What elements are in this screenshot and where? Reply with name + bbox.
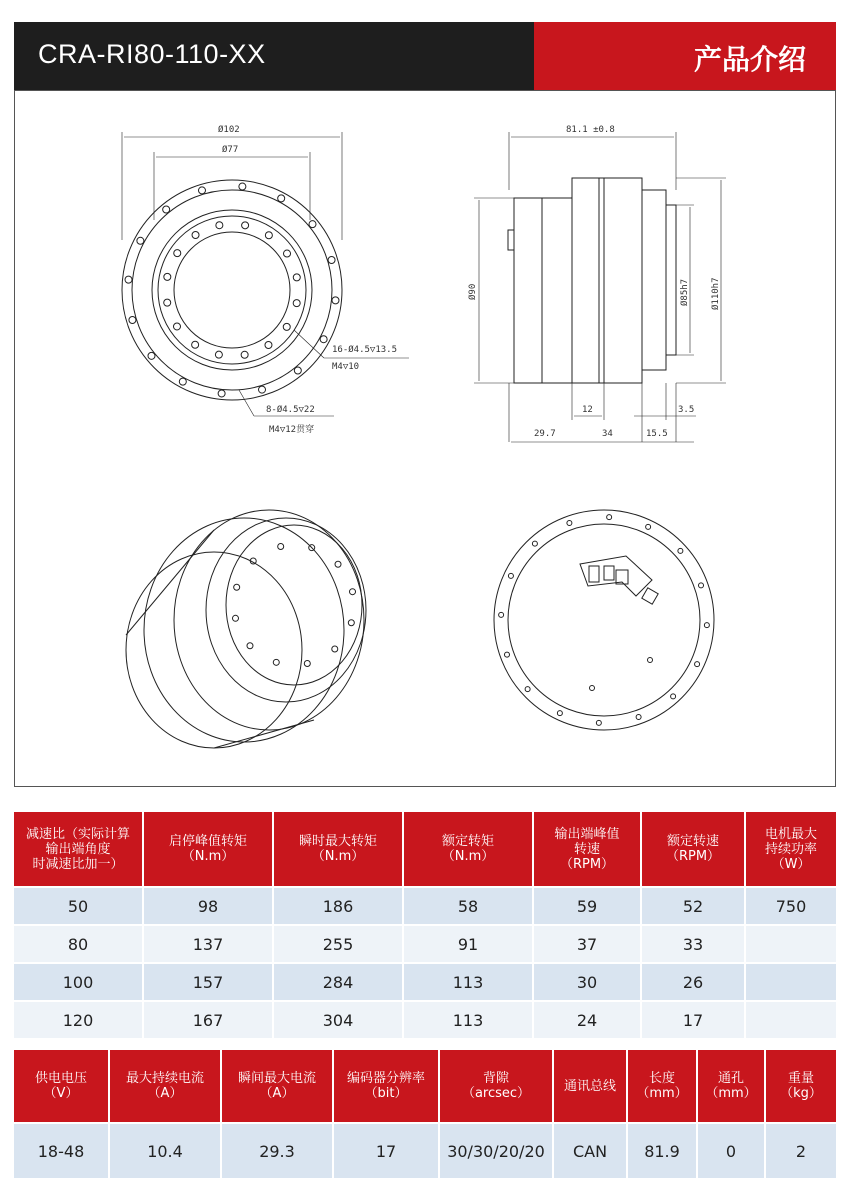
bolt-hole	[174, 250, 181, 257]
bolt-hole	[232, 615, 238, 621]
bolt-hole	[265, 342, 272, 349]
column-header-line: 持续功率	[764, 841, 817, 857]
column-header-line: （A）	[259, 1086, 295, 1101]
table-cell: 17	[334, 1122, 440, 1178]
bolt-hole	[294, 367, 301, 374]
bolt-hole	[179, 378, 186, 385]
label-holes-top-2: M4▽10	[332, 362, 360, 372]
bolt-hole	[293, 274, 300, 281]
bolt-hole	[293, 300, 300, 307]
bolt-hole	[278, 543, 284, 549]
column-header-line: （N.m）	[311, 849, 365, 864]
bolt-hole	[695, 662, 700, 667]
back-outer-ring	[494, 510, 714, 730]
label-holes-bottom-1: 8-Ø4.5▽22	[266, 405, 315, 415]
bolt-hole	[332, 646, 338, 652]
table-cell: 58	[404, 886, 534, 924]
header-dark-band	[14, 22, 534, 90]
front-ring-2	[132, 190, 332, 390]
bolt-hole	[504, 652, 509, 657]
table-cell: 81.9	[628, 1122, 698, 1178]
table-row	[14, 924, 836, 962]
label-dim-12: 12	[582, 405, 593, 415]
table-cell: 33	[642, 924, 746, 962]
table-cell: 26	[642, 962, 746, 1000]
table-cell	[746, 1000, 836, 1038]
front-ring-3	[152, 210, 312, 370]
label-length-total: 81.1 ±0.8	[566, 125, 615, 135]
label-dim-3-5: 3.5	[678, 405, 695, 415]
table-cell: CAN	[554, 1122, 628, 1178]
outer-bolt-holes	[125, 183, 339, 397]
electrical-table	[14, 1050, 836, 1178]
bolt-hole	[499, 612, 504, 617]
column-header-line: 转速	[573, 841, 600, 857]
table-cell: 137	[144, 924, 274, 962]
table-cell: 52	[642, 886, 746, 924]
table-cell	[746, 962, 836, 1000]
bolt-hole	[239, 183, 246, 190]
bolt-hole	[328, 256, 335, 263]
bolt-hole	[309, 221, 316, 228]
column-header	[440, 1050, 554, 1122]
side-body	[572, 178, 642, 383]
column-header-line: 通孔	[717, 1071, 744, 1086]
front-ring-4	[158, 216, 306, 364]
bolt-hole	[283, 323, 290, 330]
column-header-line: 减速比（实际计算	[25, 826, 130, 842]
bolt-hole	[234, 584, 240, 590]
bolt-hole	[241, 351, 248, 358]
model-title: CRA-RI80-110-XX	[38, 39, 266, 69]
table-cell: 255	[274, 924, 404, 962]
bolt-hole	[678, 548, 683, 553]
label-dim-34: 34	[602, 429, 613, 439]
column-header-line: 启停峰值转矩	[168, 834, 247, 849]
bolt-hole	[699, 583, 704, 588]
table-cell: 113	[404, 962, 534, 1000]
label-d-110: Ø110h7	[711, 277, 721, 310]
column-header	[698, 1050, 766, 1122]
column-header	[746, 812, 836, 886]
bolt-hole	[636, 715, 641, 720]
technical-drawing	[14, 90, 836, 787]
front-bore	[174, 232, 290, 348]
product-header	[14, 22, 836, 90]
bolt-hole	[216, 222, 223, 229]
label-holes-top-1: 16-Ø4.5▽13.5	[332, 345, 398, 355]
front-view	[122, 132, 409, 416]
table-cell: 10.4	[110, 1122, 222, 1178]
isometric-view	[126, 510, 366, 748]
column-header-line: 时减速比加一）	[32, 856, 124, 872]
column-header	[334, 1050, 440, 1122]
column-header-line: （RPM）	[559, 856, 615, 872]
electrical-table-header	[14, 1050, 836, 1122]
table-cell	[746, 924, 836, 962]
column-header	[222, 1050, 334, 1122]
column-header	[642, 812, 746, 886]
column-header-line: 最大持续电流	[125, 1071, 204, 1086]
table-cell: 167	[144, 1000, 274, 1038]
table-cell: 30	[534, 962, 642, 1000]
table-cell: 100	[14, 962, 144, 1000]
table-cell: 29.3	[222, 1122, 334, 1178]
bolt-hole	[192, 341, 199, 348]
label-holes-bottom-2: M4▽12贯穿	[269, 425, 315, 435]
bolt-hole	[508, 573, 513, 578]
bolt-hole	[607, 515, 612, 520]
column-header-line: （W）	[771, 856, 811, 872]
table-cell: 284	[274, 962, 404, 1000]
column-header-line: （kg）	[780, 1086, 822, 1101]
column-header	[14, 812, 144, 886]
label-dim-15-5: 15.5	[646, 429, 668, 439]
bolt-hole	[125, 276, 132, 283]
bolt-hole	[278, 195, 285, 202]
performance-table	[14, 812, 836, 1038]
column-header-line: （mm）	[705, 1086, 757, 1101]
column-header	[110, 1050, 222, 1122]
bolt-hole	[348, 620, 354, 626]
table-cell: 59	[534, 886, 642, 924]
bolt-hole	[557, 711, 562, 716]
column-header	[554, 1050, 628, 1122]
header-red-band	[534, 22, 836, 90]
bolt-hole	[163, 206, 170, 213]
table-row	[14, 1122, 836, 1178]
bolt-hole	[164, 273, 171, 280]
table-cell: 91	[404, 924, 534, 962]
bolt-hole	[265, 232, 272, 239]
bolt-hole	[259, 386, 266, 393]
bolt-hole	[215, 351, 222, 358]
table-cell: 750	[746, 886, 836, 924]
table-cell: 18-48	[14, 1122, 110, 1178]
bolt-hole	[596, 720, 601, 725]
column-header	[14, 1050, 110, 1122]
column-header-line: （N.m）	[181, 849, 235, 864]
column-header-line: 瞬间最大电流	[237, 1071, 316, 1086]
bolt-hole	[284, 250, 291, 257]
back-inner-ring	[508, 524, 700, 716]
table-cell: 17	[642, 1000, 746, 1038]
table-cell: 50	[14, 886, 144, 924]
bolt-hole	[164, 299, 171, 306]
section-title: 产品介绍	[693, 43, 806, 76]
table-cell: 113	[404, 1000, 534, 1038]
column-header-line: 长度	[648, 1071, 675, 1086]
bolt-hole	[273, 659, 279, 665]
column-header-line: （RPM）	[665, 849, 721, 864]
column-header-line: 供电电压	[34, 1071, 87, 1086]
column-header-line: 额定转速	[666, 834, 719, 849]
column-header-line: （mm）	[636, 1086, 688, 1101]
bolt-hole	[192, 231, 199, 238]
table-cell: 37	[534, 924, 642, 962]
column-header	[628, 1050, 698, 1122]
table-cell: 120	[14, 1000, 144, 1038]
bolt-hole	[198, 187, 205, 194]
bolt-hole	[350, 589, 356, 595]
column-header-line: 输出端角度	[45, 841, 111, 857]
column-header-line: （N.m）	[441, 849, 495, 864]
column-header	[534, 812, 642, 886]
bolt-hole	[137, 237, 144, 244]
table-cell: 98	[144, 886, 274, 924]
column-header	[274, 812, 404, 886]
back-bolt-holes	[499, 515, 710, 726]
performance-table-header	[14, 812, 836, 886]
table-row	[14, 886, 836, 924]
column-header-line: （V）	[43, 1086, 79, 1101]
label-dim-29-7: 29.7	[534, 429, 556, 439]
iso-bolt-holes	[232, 543, 355, 666]
bolt-hole	[247, 643, 253, 649]
label-d-outer: Ø102	[218, 125, 240, 135]
side-flange	[642, 190, 666, 370]
column-header-line: （arcsec）	[461, 1086, 531, 1101]
bolt-hole	[671, 694, 676, 699]
bolt-hole	[335, 561, 341, 567]
column-header-line: （A）	[147, 1086, 183, 1101]
table-cell: 2	[766, 1122, 836, 1178]
bolt-hole	[148, 352, 155, 359]
bolt-hole	[173, 323, 180, 330]
bolt-hole	[320, 336, 327, 343]
bolt-hole	[218, 390, 225, 397]
column-header	[404, 812, 534, 886]
front-outer-ring	[122, 180, 342, 400]
side-shaft	[514, 198, 542, 383]
bolt-hole	[532, 541, 537, 546]
column-header-line: （bit）	[364, 1086, 408, 1101]
inner-bolt-holes	[164, 222, 301, 359]
column-header-line: 通讯总线	[563, 1078, 616, 1094]
table-cell: 157	[144, 962, 274, 1000]
column-header-line: 重量	[787, 1071, 814, 1086]
column-header-line: 电机最大	[764, 826, 817, 842]
bolt-hole	[332, 297, 339, 304]
column-header-line: 输出端峰值	[554, 826, 620, 842]
column-header	[766, 1050, 836, 1122]
label-d-inner: Ø77	[222, 145, 239, 155]
table-cell: 186	[274, 886, 404, 924]
bolt-hole	[567, 520, 572, 525]
label-d-85: Ø85h7	[680, 278, 690, 306]
table-cell: 80	[14, 924, 144, 962]
table-cell: 0	[698, 1122, 766, 1178]
table-row	[14, 962, 836, 1000]
table-cell: 24	[534, 1000, 642, 1038]
column-header-line: 编码器分辨率	[346, 1071, 425, 1086]
column-header-line: 背隙	[482, 1071, 509, 1086]
column-header	[144, 812, 274, 886]
table-cell: 30/30/20/20	[440, 1122, 554, 1178]
column-header-line: 瞬时最大转矩	[298, 834, 377, 849]
table-row	[14, 1000, 836, 1038]
bolt-hole	[704, 623, 709, 628]
bolt-hole	[525, 687, 530, 692]
label-d-body: Ø90	[468, 283, 478, 300]
bolt-hole	[304, 661, 310, 667]
bolt-hole	[646, 524, 651, 529]
bolt-hole	[242, 222, 249, 229]
column-header-line: 额定转矩	[441, 834, 494, 849]
back-view	[494, 510, 714, 730]
table-cell: 304	[274, 1000, 404, 1038]
bolt-hole	[129, 317, 136, 324]
